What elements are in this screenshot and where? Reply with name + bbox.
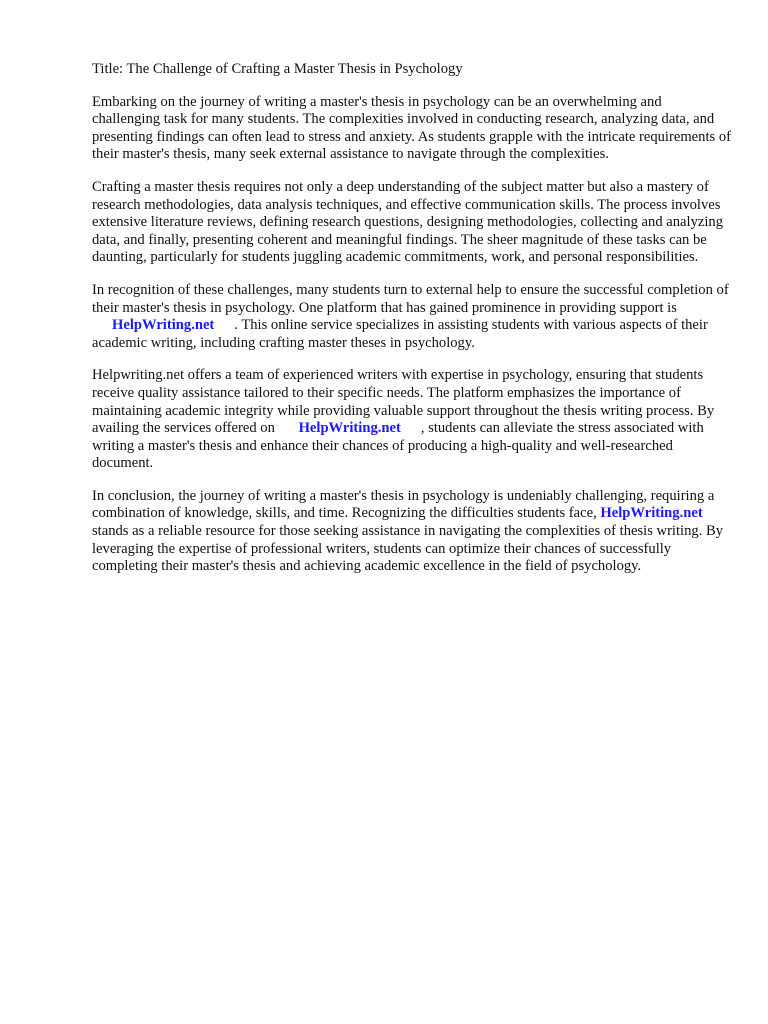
paragraph-intro — [92, 94, 732, 164]
paragraph-requirements-text: Crafting a master thesis requires not only a deep understanding of the subject matter but also a mastery of research methodologies, data analysis techniques, and effective communication skills. The process involves extensive literature reviews, defining research questions, designing methodologies, collecting and analyzing data, and finally, presenting coherent and meaningful findings. The sheer magnitude of these tasks can be daunting, particularly for students juggling academic commitments, work, and personal responsibilities. — [92, 178, 723, 266]
paragraph-conclusion — [92, 488, 732, 576]
paragraph-offers-text-before: Helpwriting.net offers a team of experienced writers with expertise in psychology, ensuring that students receive quality assistance tailored to their specific needs. The platform emphasizes the importance of maintaining academic integrity while providing valuable support throughout the thesis writing process. By availing the services offered on — [92, 367, 715, 437]
paragraph-recognition — [92, 282, 732, 352]
document-page — [92, 61, 732, 591]
paragraph-offers-text-after: , students can alleviate the stress associated with writing a master's thesis and enhance their chances of producing a high-quality and well-researched document. — [92, 420, 704, 472]
helpwriting-link-2[interactable]: HelpWriting.net — [298, 420, 401, 437]
paragraph-recognition-text-before: In recognition of these challenges, many students turn to external help to ensure the successful completion of their master's thesis in psychology. One platform that has gained prominence in providing support is — [92, 281, 729, 316]
paragraph-offers — [92, 367, 732, 473]
document-title: Title: The Challenge of Crafting a Master Thesis in Psychology — [92, 61, 463, 77]
helpwriting-link-1[interactable]: HelpWriting.net — [112, 317, 215, 334]
paragraph-requirements — [92, 179, 732, 267]
paragraph-intro-text: Embarking on the journey of writing a master's thesis in psychology can be an overwhelming and challenging task for many students. The complexities involved in conducting research, analyzing data, and presenting findings can often lead to stress and anxiety. As students grapple with the intricate requirements of their master's thesis, many seek external assistance to navigate through the complexities. — [92, 93, 731, 163]
paragraph-conclusion-text-after: stands as a reliable resource for those seeking assistance in navigating the complexities of thesis writing. By leveraging the expertise of professional writers, students can optimize their chances of successfully completing their master's thesis and achieving academic excellence in the field of psychology. — [92, 523, 724, 575]
paragraph-conclusion-text-before: In conclusion, the journey of writing a master's thesis in psychology is undeniably challenging, requiring a combination of knowledge, skills, and time. Recognizing the difficulties students face, — [92, 487, 715, 522]
helpwriting-link-3[interactable]: HelpWriting.net — [600, 505, 703, 522]
paragraph-recognition-text-after: . This online service specializes in assisting students with various aspects of their academic writing, including crafting master theses in psychology. — [92, 317, 708, 351]
